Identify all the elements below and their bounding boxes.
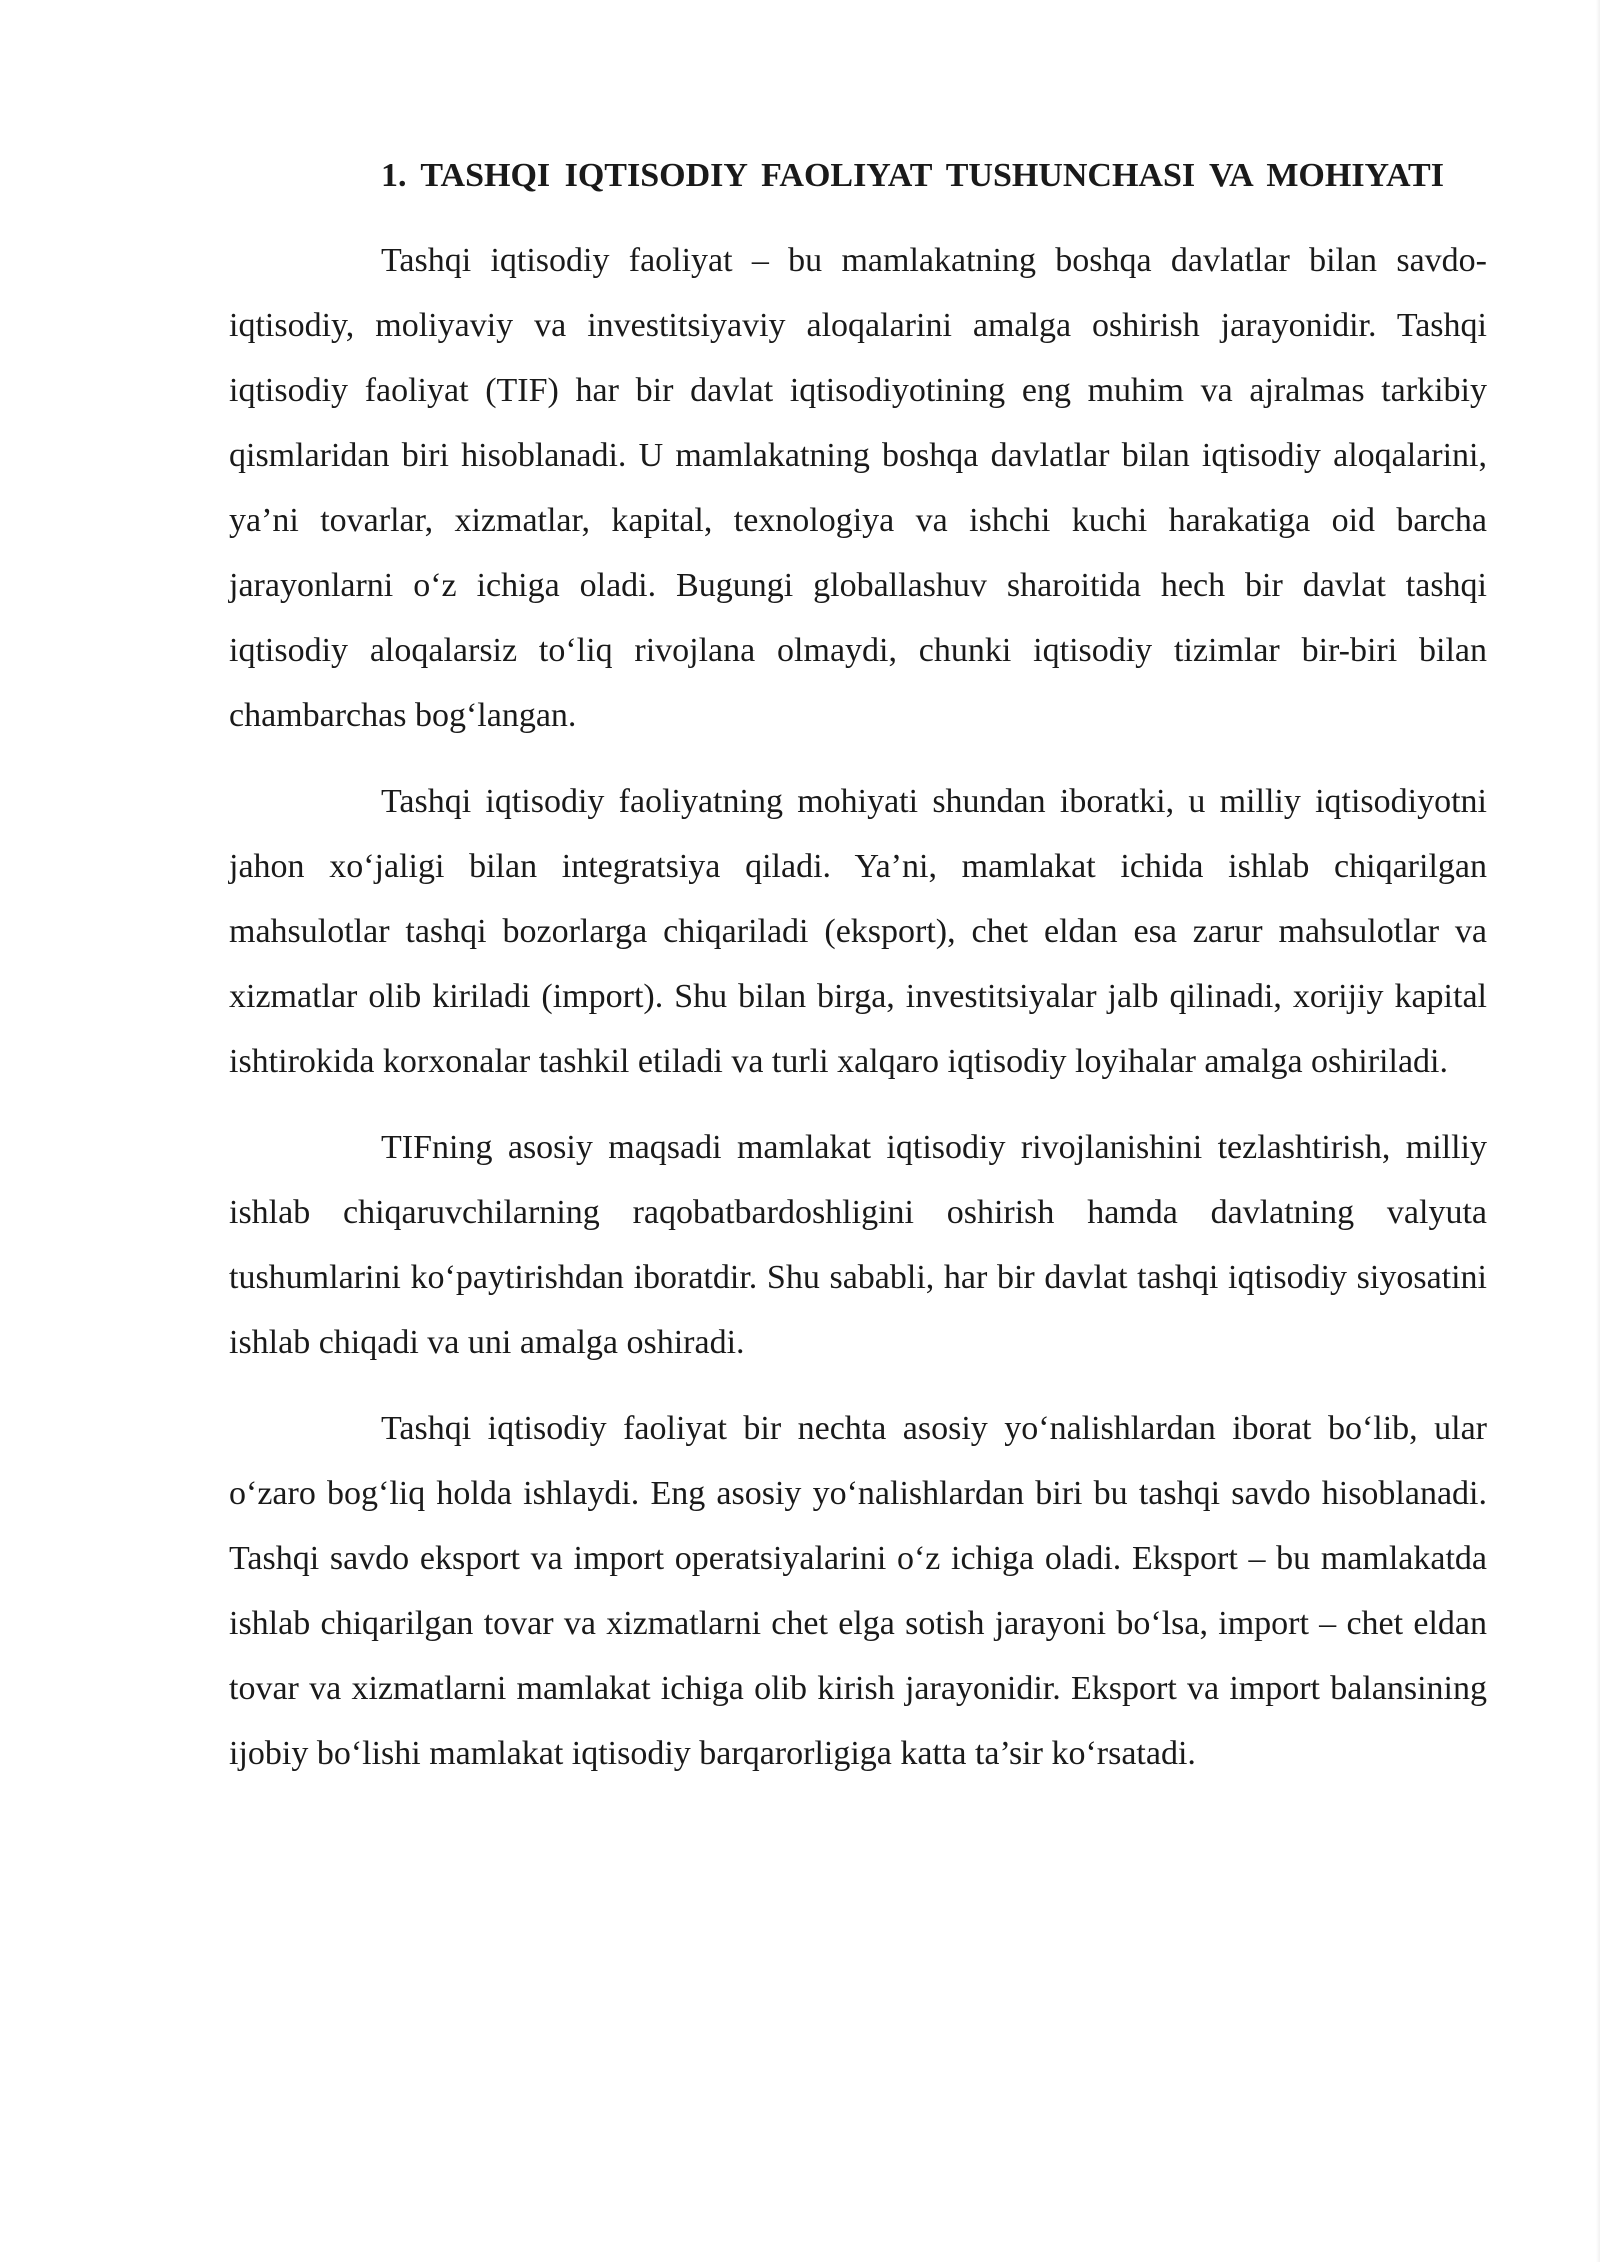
- document-body: [229, 143, 1487, 1807]
- paragraph-4: Tashqi iqtisodiy faoliyat bir nechta asosiy yo‘nalishlardan iborat bo‘lib, ular o‘zaro bog‘liq holda ishlaydi. Eng asosiy yo‘nalishlardan biri bu tashqi savdo hisoblanadi. Tashqi savdo eksport va import operatsiyalarini o‘z ichiga oladi. Eksport – bu mamlakatda ishlab chiqarilgan tovar va xizmatlarni chet elga sotish jarayoni bo‘lsa, import – chet eldan tovar va xizmatlarni mamlakat ichiga olib kirish jarayonidir. Eksport va import balansining ijobiy bo‘lishi mamlakat iqtisodiy barqarorligiga katta ta’sir ko‘rsatadi.: [229, 1410, 1487, 1772]
- paragraph-2: Tashqi iqtisodiy faoliyatning mohiyati shundan iboratki, u milliy iqtisodiyotni jahon xo‘jaligi bilan integratsiya qiladi. Ya’ni, mamlakat ichida ishlab chiqarilgan mahsulotlar tashqi bozorlarga chiqariladi (eksport), chet eldan esa zarur mahsulotlar va xizmatlar olib kiriladi (import). Shu bilan birga, investitsiyalar jalb qilinadi, xorijiy kapital ishtirokida korxonalar tashkil etiladi va turli xalqaro iqtisodiy loyihalar amalga oshiriladi.: [229, 783, 1487, 1080]
- section-heading: 1. TASHQI IQTISODIY FAOLIYAT TUSHUNCHASI VA MOHIYATI: [381, 157, 1444, 194]
- paragraph-1: Tashqi iqtisodiy faoliyat – bu mamlakatning boshqa davlatlar bilan savdo-iqtisodiy, moliyaviy va investitsiyaviy aloqalarini amalga oshirish jarayonidir. Tashqi iqtisodiy faoliyat (TIF) har bir davlat iqtisodiyotining eng muhim va ajralmas tarkibiy qismlaridan biri hisoblanadi. U mamlakatning boshqa davlatlar bilan iqtisodiy aloqalarini, ya’ni tovarlar, xizmatlar, kapital, texnologiya va ishchi kuchi harakatiga oid barcha jarayonlarni o‘z ichiga oladi. Bugungi globallashuv sharoitida hech bir davlat tashqi iqtisodiy aloqalarsiz to‘liq rivojlana olmaydi, chunki iqtisodiy tizimlar bir-biri bilan chambarchas bog‘langan.: [229, 242, 1487, 734]
- page-edge-shadow: [1596, 0, 1600, 2262]
- paragraph-3: TIFning asosiy maqsadi mamlakat iqtisodiy rivojlanishini tezlashtirish, milliy ishlab chiqaruvchilarning raqobatbardoshligini oshirish hamda davlatning valyuta tushumlarini ko‘paytirishdan iboratdir. Shu sababli, har bir davlat tashqi iqtisodiy siyosatini ishlab chiqadi va uni amalga oshiradi.: [229, 1129, 1487, 1361]
